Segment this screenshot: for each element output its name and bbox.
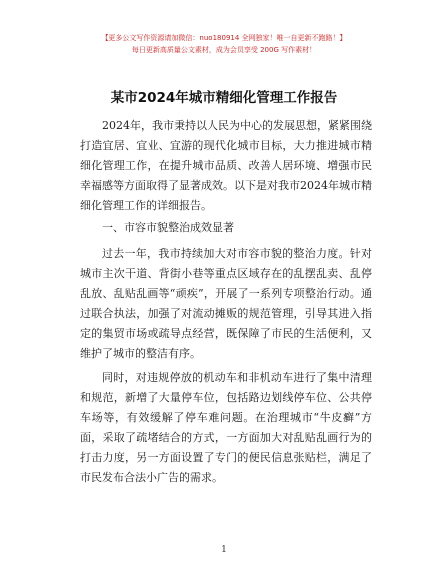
document-title: 某市2024年城市精细化管理工作报告 bbox=[110, 90, 338, 106]
section-heading: 一、市容市貌整治成效显著 bbox=[102, 221, 234, 234]
body-paragraph-2: 同时，对违规停放的机动车和非机动车进行了集中清理和规范，新增了大量停车位，包括路边划线停车位、公共停车场等，有效缓解了停车难问题。在治理城市“牛皮癣”方面，采取了疏堵结合的方式，一方面加大对乱贴乱画行为的打击力度，另一方面设置了专门的便民信息张贴栏，满足了市民发布合法小广告的需求。 bbox=[80, 371, 372, 484]
intro-paragraph: 2024年，我市秉持以人民为中心的发展思想，紧紧围绕打造宜居、宜业、宜游的现代化城市目标，大力推进城市精细化管理工作，在提升城市品质、改善人居环境、增强市民幸福感等方面取得了显著成效。以下是对我市2024年城市精细化管理工作的详细报告。 bbox=[80, 119, 372, 212]
promo-banner-line-2: 每日更新高质量公文素材，成为会员享受 200G 写作素材！ bbox=[131, 46, 317, 54]
page-number: 1 bbox=[221, 545, 227, 555]
promo-banner-line-1: 【更多公文写作资源请加微信：nuo180914 全网独家！唯一自更新不跑路！】 bbox=[101, 34, 347, 42]
body-paragraph-1: 过去一年，我市持续加大对市容市貌的整治力度。针对城市主次干道、背街小巷等重点区域存在的乱摆乱卖、乱停乱放、乱贴乱画等“顽疾”，开展了一系列专项整治行动。通过联合执法，加强了对流动摊贩的规范管理，引导其进入指定的集贸市场或疏导点经营，既保障了市民的生活便利，又维护了城市的整洁有序。 bbox=[80, 247, 372, 360]
